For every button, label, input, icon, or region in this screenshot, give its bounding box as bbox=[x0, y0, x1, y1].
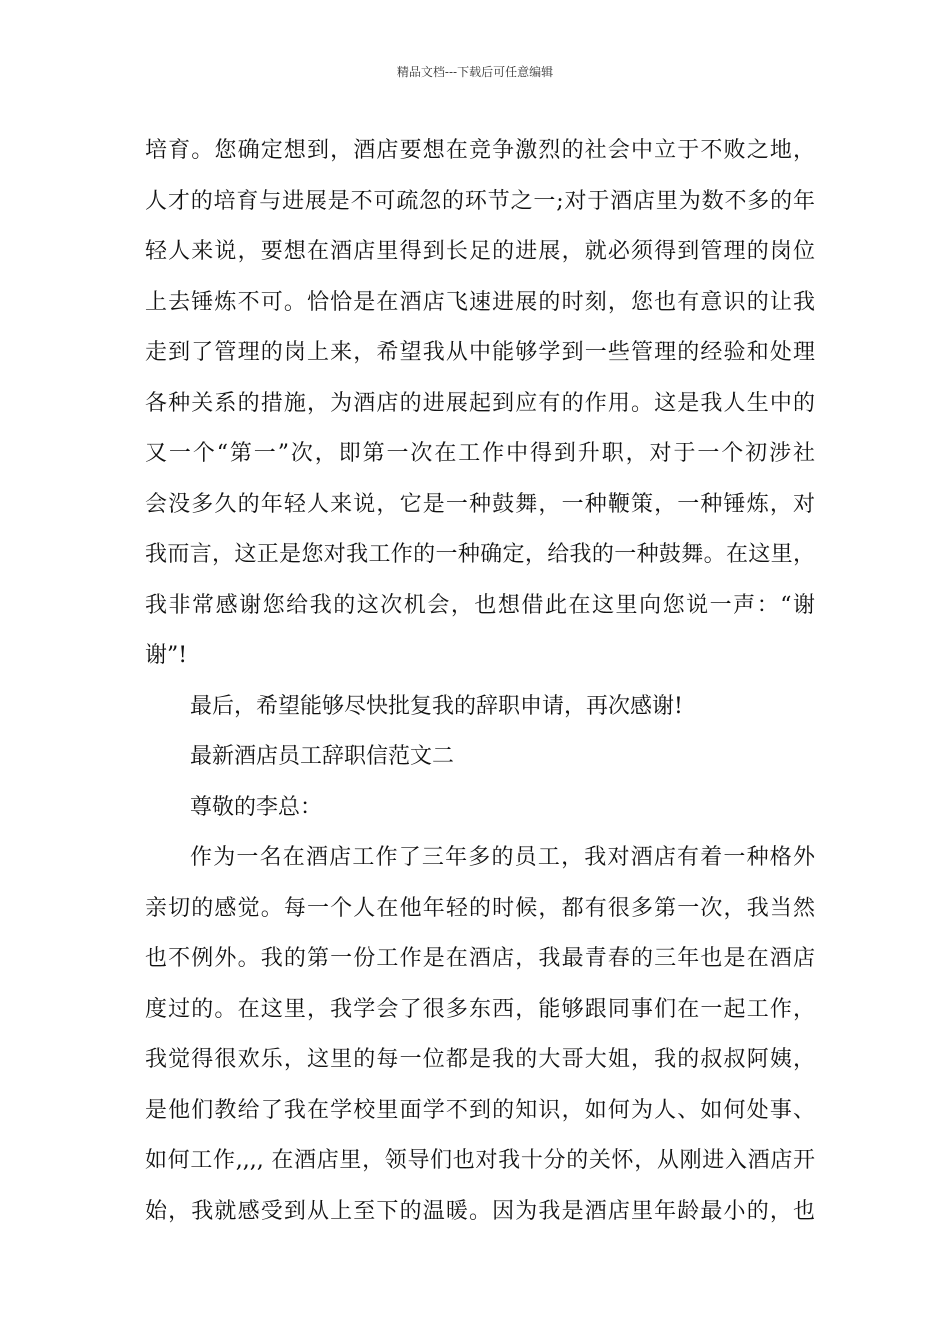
text-line: 亲切的感觉。每一个人在他年轻的时候，都有很多第一次，我当然 bbox=[145, 895, 815, 921]
text-line: 如何工作,,,, 在酒店里，领导们也对我十分的关怀，从刚进入酒店开 bbox=[145, 1148, 815, 1173]
text-line: 上去锤炼不可。恰恰是在酒店飞速进展的时刻，您也有意识的让我 bbox=[145, 289, 815, 315]
document-body bbox=[145, 126, 815, 1237]
text-line: 轻人来说，要想在酒店里得到长足的进展，就必须得到管理的岗位 bbox=[145, 239, 815, 264]
salutation: 尊敬的李总： bbox=[190, 794, 323, 820]
text-line: 始，我就感受到从上至下的温暖。因为我是酒店里年龄最小的，也 bbox=[145, 1198, 815, 1224]
text-line: 谢”! bbox=[145, 643, 188, 668]
text-line: 作为一名在酒店工作了三年多的员工，我对酒店有着一种格外 bbox=[190, 845, 815, 870]
text-line: 走到了管理的岗上来，希望我从中能够学到一些管理的经验和处理 bbox=[145, 340, 815, 365]
text-line: 人才的培育与进展是不可疏忽的环节之一;对于酒店里为数不多的年 bbox=[145, 188, 815, 214]
text-line: 我觉得很欢乐，这里的每一位都是我的大哥大姐，我的叔叔阿姨， bbox=[145, 1047, 815, 1072]
section-title: 最新酒店员工辞职信范文二 bbox=[190, 744, 455, 769]
page-header: 精品文档---下载后可任意编辑 bbox=[396, 65, 554, 79]
text-line: 又一个“第一”次，即第一次在工作中得到升职，对于一个初涉社 bbox=[145, 441, 815, 466]
text-line: 培育。您确定想到，酒店要想在竞争激烈的社会中立于不败之地， bbox=[145, 138, 815, 163]
text-line: 是他们教给了我在学校里面学不到的知识，如何为人、如何处事、 bbox=[145, 1097, 815, 1123]
text-line: 各种关系的措施，为酒店的进展起到应有的作用。这是我人生中的 bbox=[145, 390, 815, 416]
text-line: 我非常感谢您给我的这次机会，也想借此在这里向您说一声：“谢 bbox=[145, 592, 815, 618]
closing-paragraph: 最后，希望能够尽快批复我的辞职申请，再次感谢! bbox=[190, 693, 683, 719]
text-line: 会没多久的年轻人来说，它是一种鼓舞，一种鞭策，一种锤炼，对 bbox=[145, 491, 815, 517]
text-line: 度过的。在这里，我学会了很多东西，能够跟同事们在一起工作， bbox=[145, 996, 815, 1022]
text-line: 我而言，这正是您对我工作的一种确定，给我的一种鼓舞。在这里， bbox=[145, 542, 815, 567]
text-line: 也不例外。我的第一份工作是在酒店，我最青春的三年也是在酒店 bbox=[145, 946, 815, 971]
